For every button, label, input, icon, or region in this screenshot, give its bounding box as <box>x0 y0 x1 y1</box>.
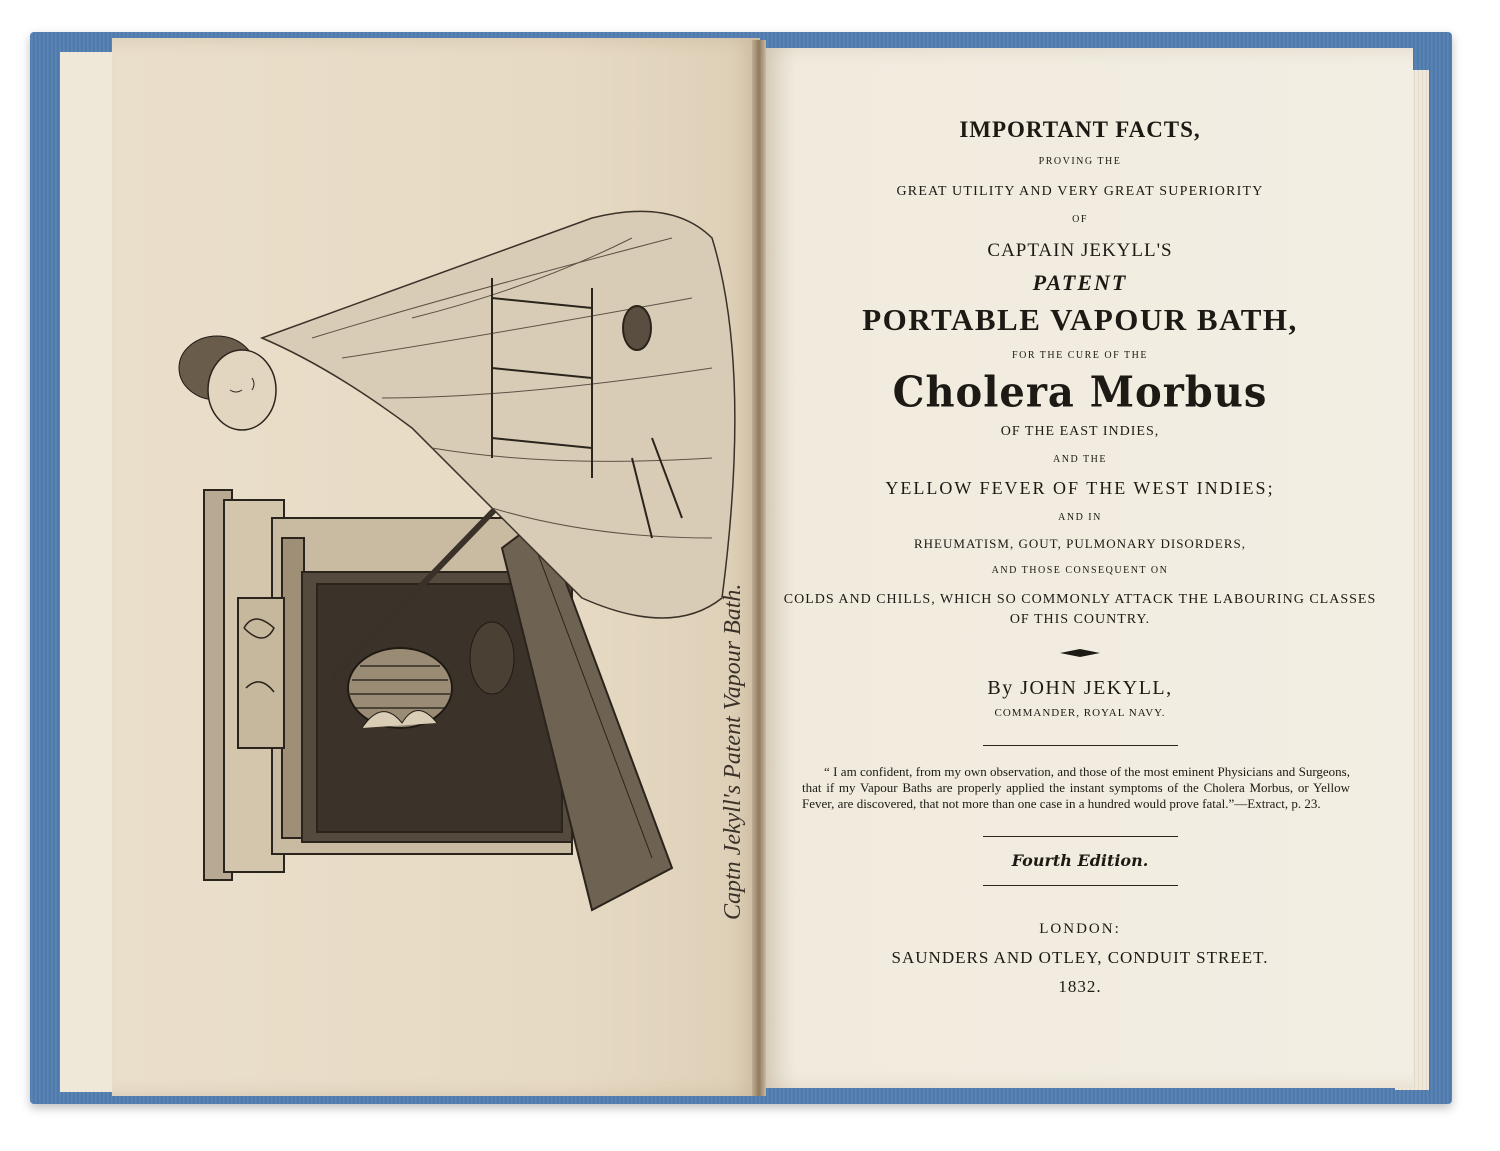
title-line: AND THOSE CONSEQUENT ON <box>991 565 1169 576</box>
author-rank: COMMANDER, ROYAL NAVY. <box>994 706 1166 719</box>
title-line: CAPTAIN JEKYLL'S <box>987 240 1173 261</box>
ornament-icon <box>1060 649 1100 657</box>
title-heading: IMPORTANT FACTS, <box>959 117 1201 142</box>
title-line: AND THE <box>1053 454 1107 465</box>
divider <box>983 745 1178 746</box>
blackletter-title: Cholera Morbus <box>892 367 1268 418</box>
edition: Fourth Edition. <box>1011 851 1149 871</box>
imprint-city: LONDON: <box>1039 921 1121 938</box>
title-line: AND IN <box>1058 512 1102 523</box>
title-page-text <box>780 110 1380 995</box>
divider <box>983 885 1178 886</box>
title-line: OF THE EAST INDIES, <box>1000 424 1160 439</box>
title-line: PROVING THE <box>1038 156 1122 167</box>
title-line: OF <box>1072 214 1088 225</box>
title-line: GREAT UTILITY AND VERY GREAT SUPERIORITY <box>896 184 1264 199</box>
title-line: FOR THE CURE OF THE <box>1012 350 1148 361</box>
author: By JOHN JEKYLL, <box>987 676 1173 699</box>
vapour-bath-engraving <box>112 38 760 1096</box>
frontispiece-caption: Captn Jekyll's Patent Vapour Bath. <box>720 583 746 920</box>
imprint-year: 1832. <box>1058 977 1102 997</box>
imprint-publisher: SAUNDERS AND OTLEY, CONDUIT STREET. <box>891 948 1269 968</box>
divider <box>983 836 1178 837</box>
title-line: RHEUMATISM, GOUT, PULMONARY DISORDERS, <box>914 536 1246 551</box>
title-line: YELLOW FEVER OF THE WEST INDIES; <box>885 478 1275 498</box>
title-line: PATENT <box>1032 270 1128 295</box>
title-line: COLDS AND CHILLS, WHICH SO COMMONLY ATTACK THE LABOURING CLASSES OF THIS COUNTRY. <box>783 592 1377 628</box>
main-title: PORTABLE VAPOUR BATH, <box>862 302 1298 337</box>
epigraph-quote: “ I am confident, from my own observation, and those of the most eminent Physicians and Surgeons, that if my Vapour Baths are properly applied the instant symptoms of the Cholera Morbus, or Yellow Fever, are discovered, that not more than one case in a hundred would prove fatal.”—Extract, p. 23. <box>802 763 1350 812</box>
